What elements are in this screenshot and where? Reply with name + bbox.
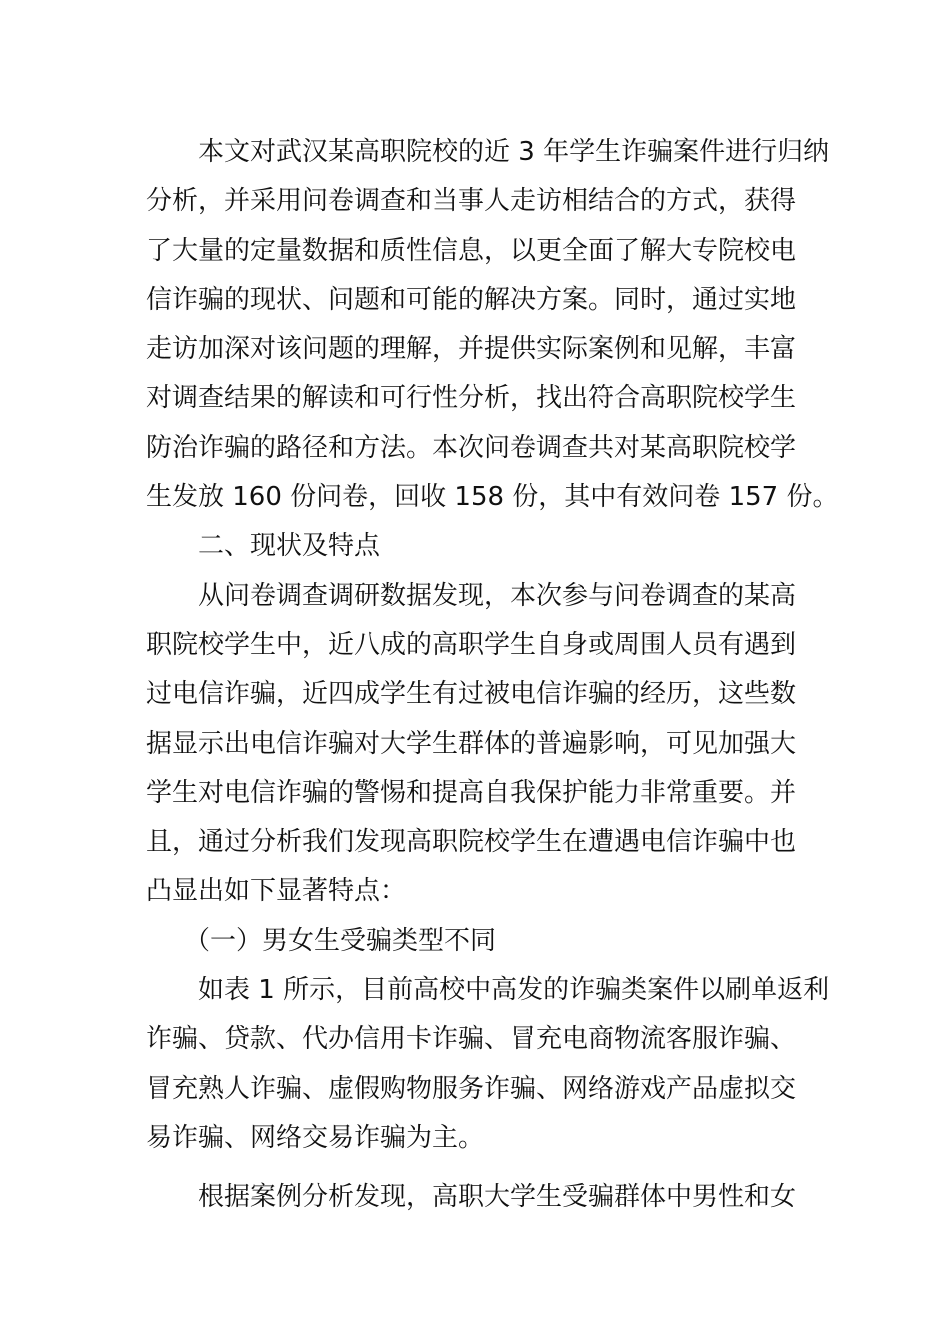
paragraph-fraud-types <box>146 966 830 1163</box>
paragraph-line: 职院校学生中，近八成的高职学生自身或周围人员有遇到 <box>146 629 797 660</box>
paragraph-line: 冒充熟人诈骗、虚假购物服务诈骗、网络游戏产品虚拟交 <box>146 1073 797 1104</box>
paragraph-line: 了大量的定量数据和质性信息，以更全面了解大专院校电 <box>146 235 797 266</box>
paragraph-line: 对调查结果的解读和可行性分析，找出符合高职院校学生 <box>146 383 797 414</box>
paragraph-line: 本文对武汉某高职院校的近 3 年学生诈骗案件进行归纳 <box>198 137 830 167</box>
paragraph-gap <box>146 1163 816 1173</box>
paragraph-line: 如表 1 所示，目前高校中高发的诈骗类案件以刷单返利 <box>198 975 830 1006</box>
paragraph-line: 防治诈骗的路径和方法。本次问卷调查共对某高职院校学 <box>146 432 797 463</box>
paragraph-line: 学生对电信诈骗的警惕和提高自我保护能力非常重要。并 <box>146 777 797 808</box>
paragraph-line: 诈骗、贷款、代办信用卡诈骗、冒充电商物流客服诈骗、 <box>146 1024 797 1055</box>
paragraph-line: 生发放 160 份问卷，回收 158 份，其中有效问卷 157 份。 <box>146 482 839 513</box>
paragraph-intro <box>146 128 839 522</box>
paragraph-case-analysis <box>146 1173 816 1222</box>
subsection-heading: （一）男女生受骗类型不同 <box>184 925 497 956</box>
paragraph-line: 据显示出电信诈骗对大学生群体的普遍影响，可见加强大 <box>146 728 797 759</box>
document-body <box>146 128 839 1223</box>
paragraph-line: 信诈骗的现状、问题和可能的解决方案。同时，通过实地 <box>146 284 797 315</box>
paragraph-line: 走访加深对该问题的理解，并提供实际案例和见解，丰富 <box>146 334 797 365</box>
paragraph-status <box>146 572 816 917</box>
section-heading: 二、现状及特点 <box>198 531 381 562</box>
paragraph-line: 凸显出如下显著特点： <box>146 876 407 907</box>
paragraph-line: 易诈骗、网络交易诈骗为主。 <box>146 1122 485 1153</box>
paragraph-line: 从问卷调查调研数据发现，本次参与问卷调查的某高 <box>198 580 797 611</box>
paragraph-line: 且，通过分析我们发现高职院校学生在遭遇电信诈骗中也 <box>146 827 797 858</box>
paragraph-line: 根据案例分析发现，高职大学生受骗群体中男性和女 <box>198 1182 797 1213</box>
paragraph-line: 分析，并采用问卷调查和当事人走访相结合的方式，获得 <box>146 186 797 217</box>
paragraph-line: 过电信诈骗，近四成学生有过被电信诈骗的经历，这些数 <box>146 679 797 710</box>
